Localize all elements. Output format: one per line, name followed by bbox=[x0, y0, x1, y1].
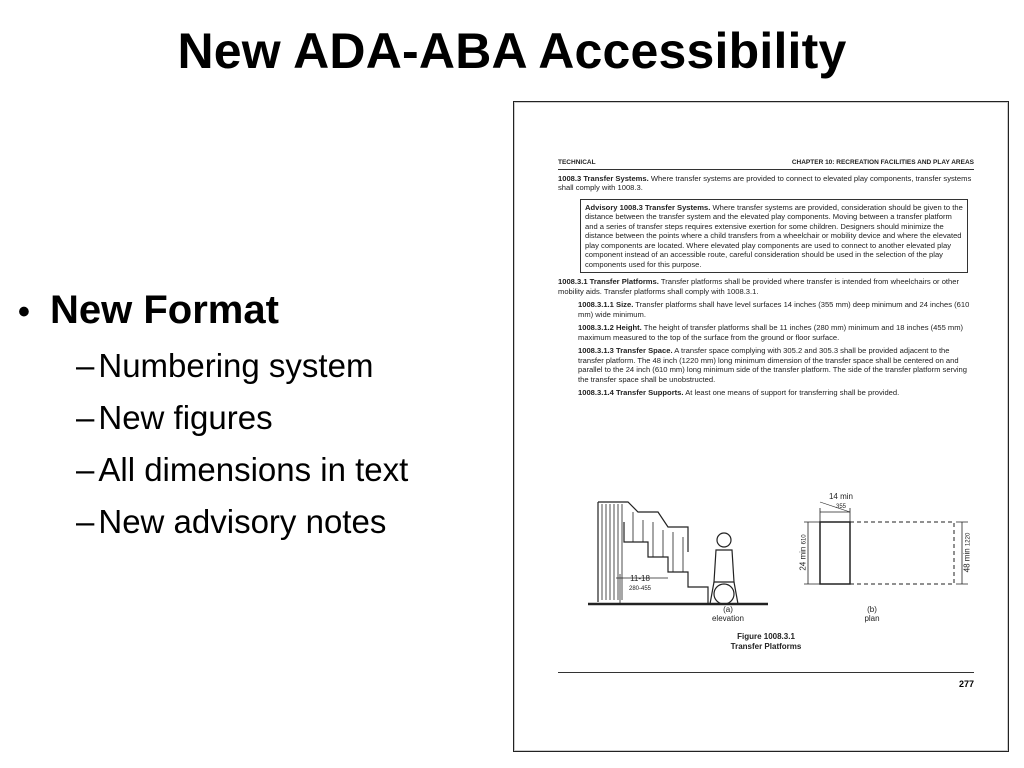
fig-label-b-text: (b) bbox=[867, 605, 877, 614]
paragraph-heading: 1008.3.1 Transfer Platforms. bbox=[558, 277, 659, 286]
paragraph-text: Transfer platforms shall have level surfaces 14 inches (355 mm) deep minimum and 24 inches (610 mm) wide minimum. bbox=[578, 300, 970, 319]
page-number: 277 bbox=[958, 679, 974, 689]
subbullet-text: New advisory notes bbox=[98, 503, 387, 540]
fig-label-a bbox=[698, 605, 758, 623]
fig-label-a-text: (a) bbox=[723, 605, 733, 614]
fig-dim-48-value: 48 min bbox=[962, 548, 972, 573]
bullet-item bbox=[18, 288, 498, 333]
paragraph-text: At least one means of support for transferring shall be provided. bbox=[685, 388, 900, 397]
fig-dim-top-mm: 355 bbox=[835, 504, 846, 510]
paragraph-heading: 1008.3.1.3 Transfer Space. bbox=[578, 346, 673, 355]
fig-dim-left-value: 11-18 bbox=[630, 574, 650, 583]
figure-caption-title: Transfer Platforms bbox=[730, 642, 802, 651]
header-left: TECHNICAL bbox=[558, 159, 596, 166]
fig-dim-24 bbox=[799, 528, 808, 578]
paragraph-heading: 1008.3.1.1 Size. bbox=[578, 300, 634, 309]
paragraph-1008-3-1-4 bbox=[578, 388, 974, 398]
bullet-list bbox=[18, 288, 498, 541]
fig-label-b bbox=[842, 605, 902, 623]
paragraph-1008-3-1-1 bbox=[578, 300, 974, 319]
advisory-box bbox=[580, 199, 968, 274]
subbullet-text: All dimensions in text bbox=[98, 451, 409, 488]
document-body bbox=[558, 158, 974, 398]
fig-dim-48 bbox=[963, 528, 972, 578]
figure-transfer-platforms bbox=[558, 492, 974, 662]
paragraph-text: Transfer platforms shall be provided where transfer is intended from wheelchairs or other mobility aids. Transfer platforms shall comply with 1008.3.1. bbox=[558, 277, 959, 296]
fig-label-b-sub: plan bbox=[864, 614, 880, 623]
document-page-image bbox=[513, 101, 1009, 752]
paragraph-text: The height of transfer platforms shall be 11 inches (280 mm) minimum and 18 inches (455 mm) maximum measured to the top of the surface from the ground or floor surface. bbox=[578, 323, 964, 342]
header-right: CHAPTER 10: RECREATION FACILITIES AND PLAY AREAS bbox=[791, 159, 974, 166]
advisory-heading: Advisory 1008.3 Transfer Systems. bbox=[585, 202, 711, 212]
paragraph-1008-3 bbox=[558, 174, 974, 193]
fig-dim-24-value: 24 min bbox=[798, 546, 808, 571]
figure-caption bbox=[558, 632, 974, 652]
figure-caption-number: Figure 1008.3.1 bbox=[737, 632, 795, 641]
subbullet-item: – Numbering system bbox=[76, 347, 374, 384]
paragraph-heading: 1008.3 Transfer Systems. bbox=[558, 173, 649, 183]
subbullet-item: – New figures bbox=[76, 399, 273, 436]
fig-dim-left-mm: 280-455 bbox=[628, 586, 652, 592]
bullet-dot-icon: • bbox=[18, 293, 30, 331]
fig-label-a-sub: elevation bbox=[711, 614, 745, 623]
subbullet-text: Numbering system bbox=[98, 347, 374, 384]
document-footer bbox=[558, 672, 974, 689]
fig-dim-left bbox=[622, 574, 658, 592]
paragraph-heading: 1008.3.1.4 Transfer Supports. bbox=[578, 388, 684, 397]
subbullet-item: – New advisory notes bbox=[76, 503, 387, 540]
paragraph-1008-3-1-2 bbox=[578, 323, 974, 342]
paragraph-text: Where transfer systems are provided to connect to elevated play components, transfer systems shall comply with 1008.3. bbox=[558, 173, 972, 192]
document-header bbox=[558, 158, 974, 170]
advisory-text: Where transfer systems are provided, consideration should be given to the distance between the transfer system and the elevated play components. Moving between a transfer platform and a series of transfer steps requires extensive exertion for some children. Designers should minimize the distance between the points where a child transfers from a wheelchair or mobility device and where the elevated play components are located. Where elevated play components are used to connect to another elevated play component instead of an accessible route, careful consideration should be used in the selection of the play components used for this purpose. bbox=[585, 202, 963, 269]
figure-drawing bbox=[558, 492, 974, 632]
slide-title: New ADA-ABA Accessibility bbox=[177, 23, 847, 79]
fig-dim-top-value: 14 min bbox=[828, 492, 853, 501]
subbullet-item: – All dimensions in text bbox=[76, 451, 409, 488]
paragraph-text: A transfer space complying with 305.2 and 305.3 shall be provided adjacent to the transfer platform. The 48 inch (1220 mm) long minimum dimension of the transfer space shall be centered on and parallel to the 24 inch (610 mm) long minimum side of the transfer platform. The side of the transfer platform serving the transfer space shall be unobstructed. bbox=[578, 346, 968, 384]
fig-dim-48-mm: 1220 bbox=[965, 532, 972, 547]
fig-dim-24-mm: 610 bbox=[801, 534, 808, 545]
paragraph-1008-3-1 bbox=[558, 277, 974, 296]
subbullet-text: New figures bbox=[98, 399, 273, 436]
bullet-text: New Format bbox=[50, 288, 279, 332]
paragraph-1008-3-1-3 bbox=[578, 346, 974, 384]
fig-dim-top bbox=[816, 492, 866, 510]
paragraph-heading: 1008.3.1.2 Height. bbox=[578, 323, 642, 332]
